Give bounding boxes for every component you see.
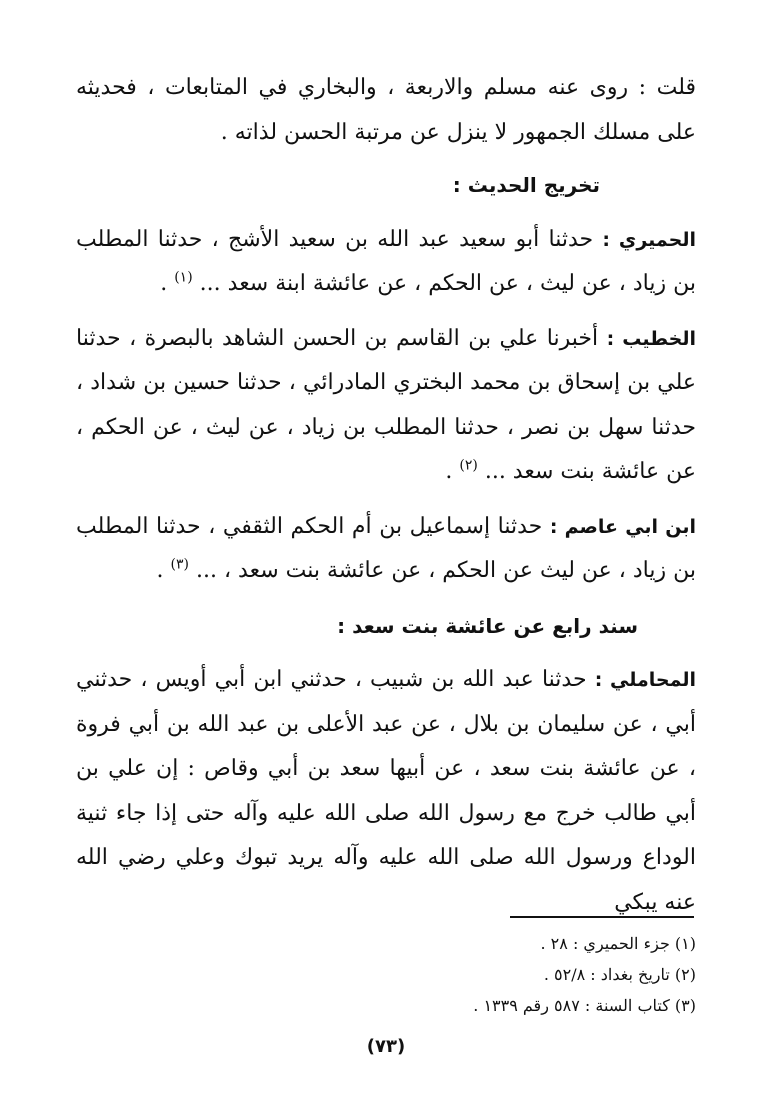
paragraph-end: . (160, 271, 175, 296)
source-label: المحاملي : (594, 669, 697, 691)
source-label: الخطيب : (606, 327, 696, 350)
paragraph-humaydi (76, 218, 696, 307)
page-body (76, 66, 696, 935)
footnote-3: (٣) كتاب السنة : ٥٨٧ رقم ١٣٣٩ . (473, 996, 696, 1015)
paragraph-mahamili (76, 658, 696, 925)
heading-sanad: سند رابع عن عائشة بنت سعد : (337, 613, 638, 638)
paragraph-text: أخبرنا علي بن القاسم بن الحسن الشاهد بالبصرة ، حدثنا علي بن إسحاق بن محمد البختري المادرائي ، حدثنا حسين بن شداد ، حدثنا سهل بن نصر ، حدثنا المطلب بن زياد ، عن ليث ، عن الحكم ، عن عائشة بنت سعد ... (76, 325, 696, 484)
intro-paragraph (76, 66, 696, 155)
footnote-ref: (٢) (459, 457, 478, 474)
intro-text: قلت : روى عنه مسلم والاربعة ، والبخاري في المتابعات ، فحديثه على مسلك الجمهور لا ينزل عن مرتبة الحسن لذاته . (76, 75, 696, 145)
footnote-ref: (١) (174, 269, 193, 286)
footnotes (76, 928, 696, 1021)
paragraph-ibn-abi-asim (76, 505, 696, 594)
paragraph-end: . (445, 459, 460, 484)
paragraph-text: حدثنا إسماعيل بن أم الحكم الثقفي ، حدثنا المطلب بن زياد ، عن ليث عن الحكم ، عن عائشة بنت سعد ، ... (76, 513, 696, 583)
page-number: (٧٣) (366, 1036, 406, 1057)
source-label: ابن ابي عاصم : (549, 515, 696, 538)
footnote-2: (٢) تاريخ بغداد : ٥٢/٨ . (543, 965, 696, 984)
footnote-ref: (٣) (170, 556, 189, 573)
footnote-divider (510, 916, 694, 918)
paragraph-text: حدثنا أبو سعيد عبد الله بن سعيد الأشج ، حدثنا المطلب بن زياد ، عن ليث ، عن الحكم ، عن عائشة ابنة سعد ... (76, 226, 696, 296)
heading-takhrij: تخريج الحديث : (452, 173, 600, 197)
source-label: الحميري : (602, 228, 696, 251)
footnote-1: (١) جزء الحميري : ٢٨ . (540, 934, 696, 953)
paragraph-end: . (156, 558, 171, 583)
paragraph-text: حدثنا عبد الله بن شبيب ، حدثني ابن أبي أويس ، حدثني أبي ، عن سليمان بن بلال ، عن عبد الأعلى بن عبد الله بن أبي فروة ، عن عائشة بنت سعد ، عن أبيها سعد بن أبي وقاص : إن علي بن أبي طالب خرج مع رسول الله صلى الله عليه وآله حتى إذا جاء ثنية الوداع ورسول الله صلى الله عليه وآله يريد تبوك وعلي رضي الله عنه يبكي (76, 667, 697, 915)
paragraph-khatib (76, 317, 696, 495)
